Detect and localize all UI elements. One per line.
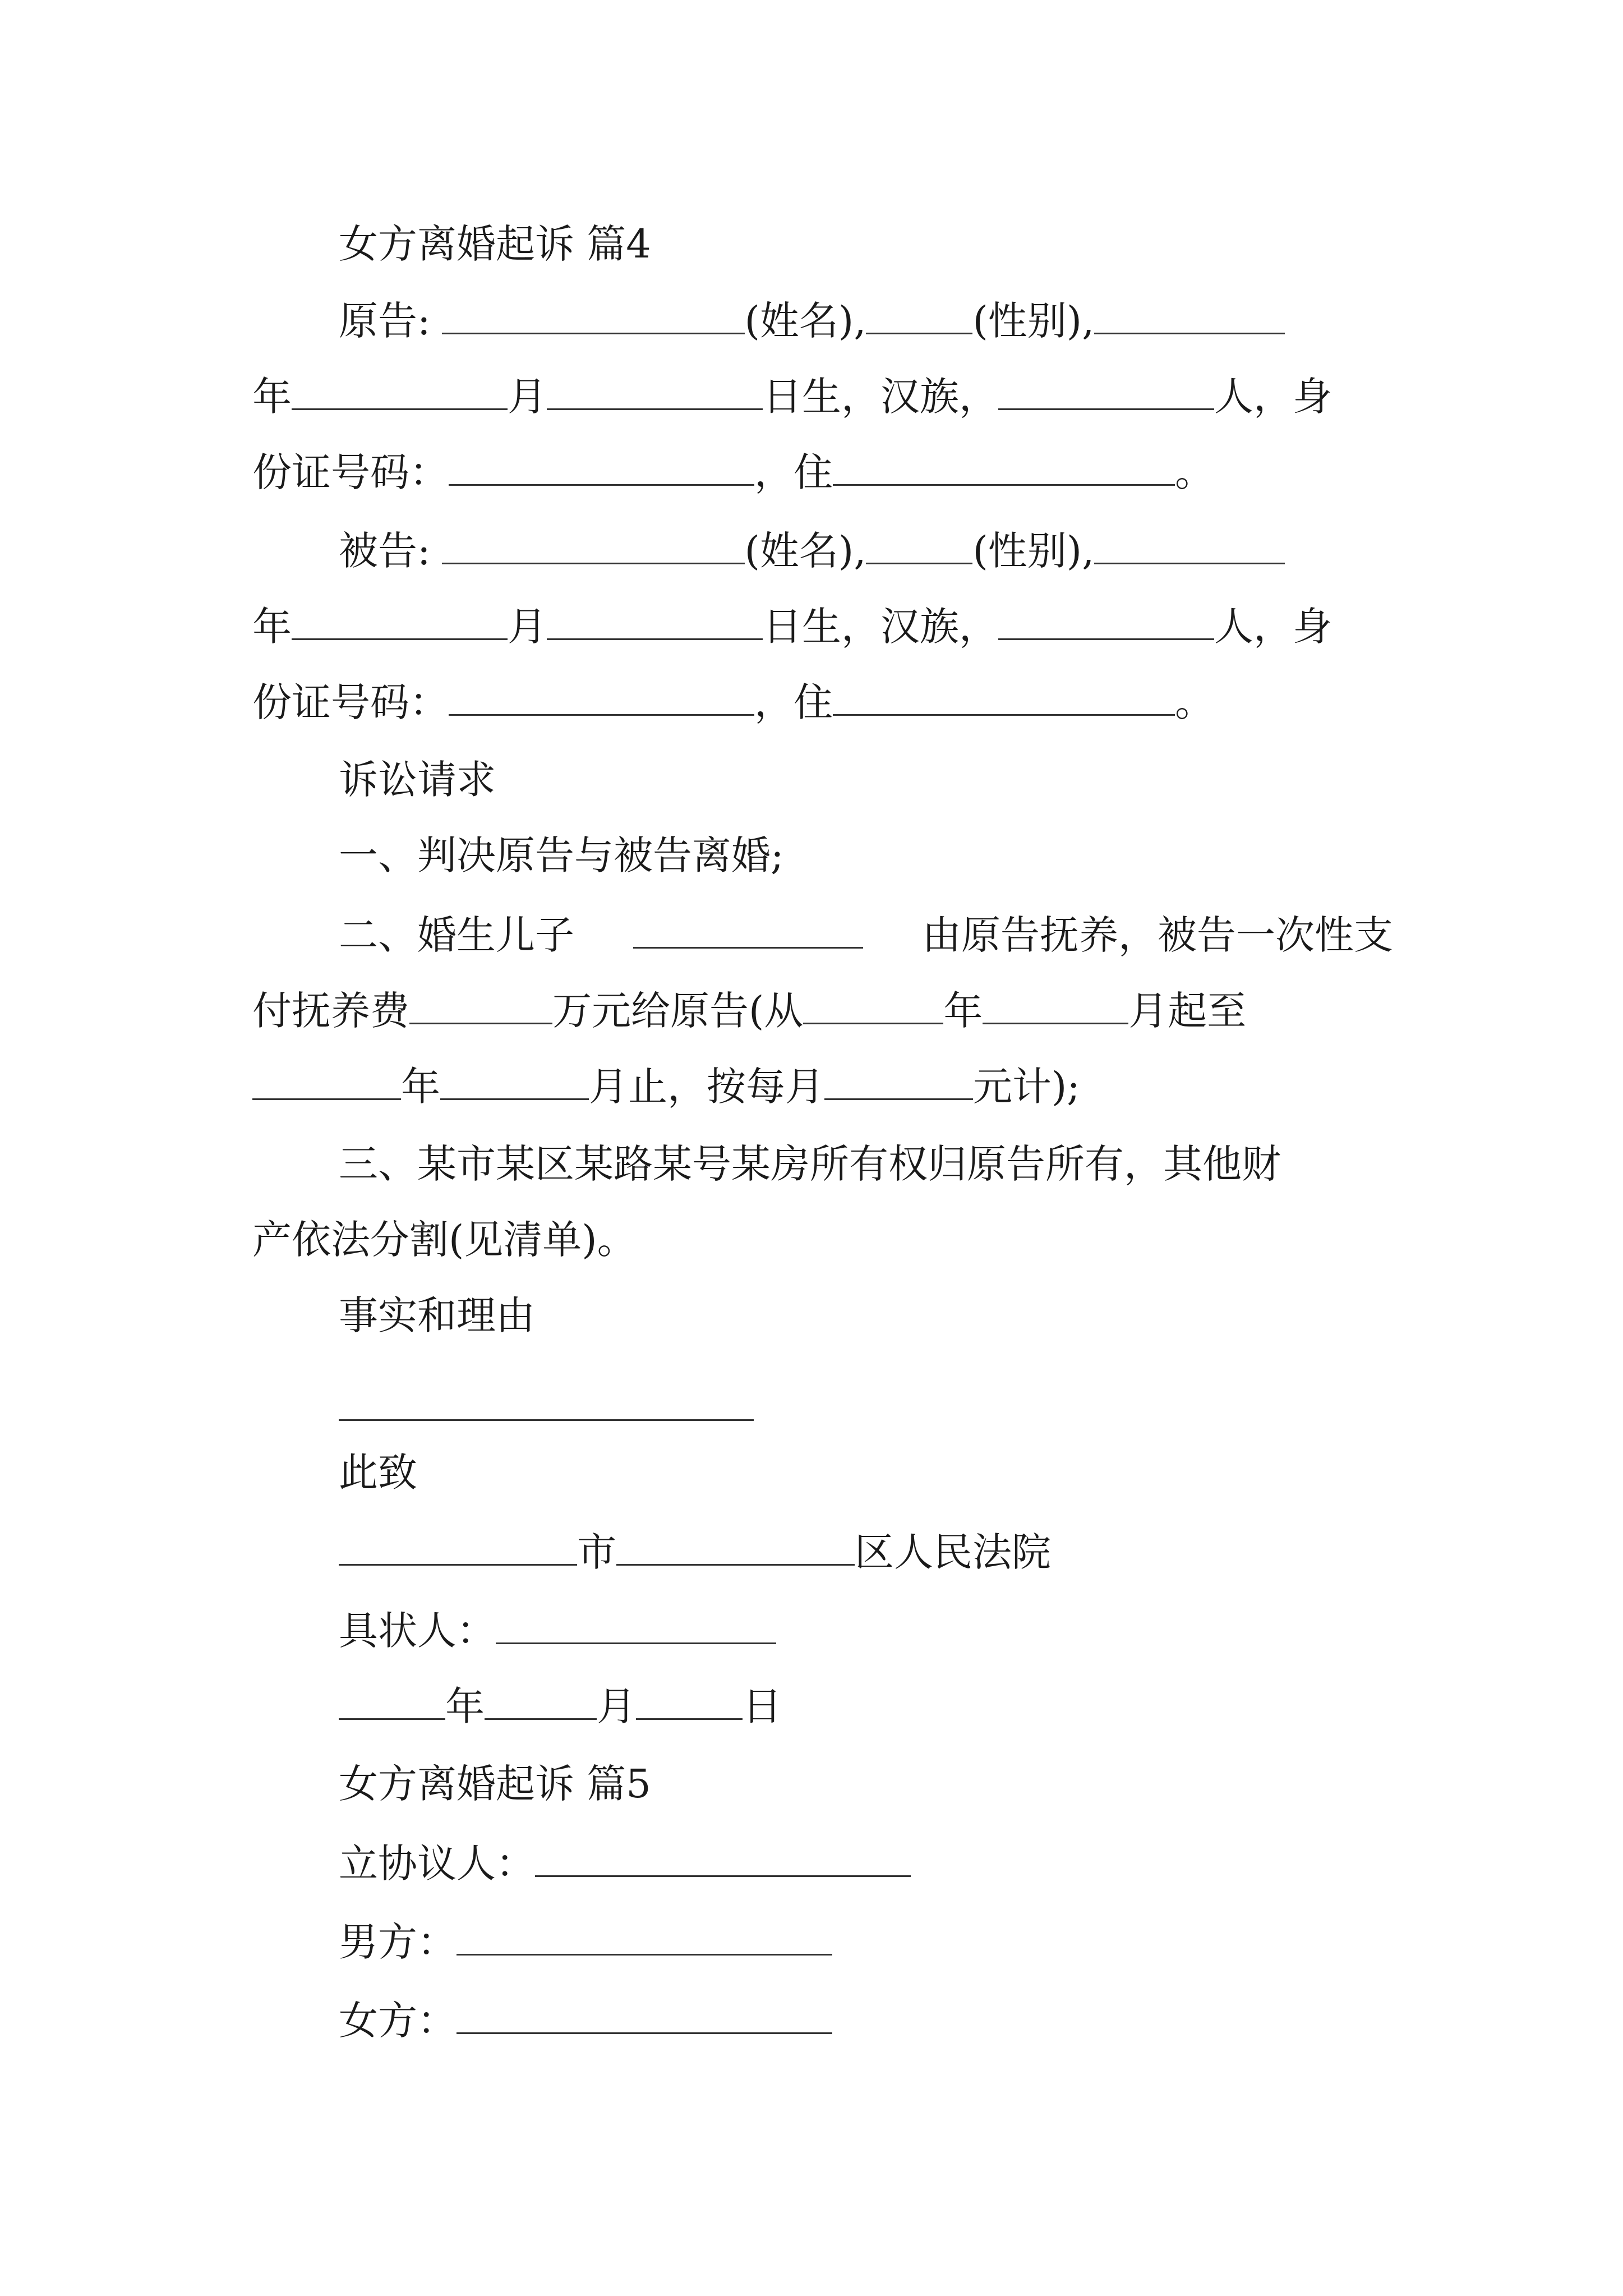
name-blank[interactable] xyxy=(442,300,745,334)
month-label: 月 xyxy=(508,604,547,650)
day-blank[interactable] xyxy=(547,376,763,410)
claim-2-line-3 xyxy=(252,1064,1080,1110)
plaintiff-label: 原告: xyxy=(339,298,431,344)
section-heading: 女方离婚起诉 篇4 xyxy=(339,221,651,267)
signer-line xyxy=(339,1608,776,1654)
hometown-blank[interactable] xyxy=(998,606,1214,640)
claim-2-line-2 xyxy=(252,988,1247,1034)
id-label: 份证号码： xyxy=(252,679,449,725)
city-label: 市 xyxy=(577,1529,616,1575)
parties-blank[interactable] xyxy=(535,1843,911,1877)
claim-3-line-2: 产依法分割(见清单)。 xyxy=(252,1217,637,1263)
claim-2-text-d: 万元给原告(从 xyxy=(552,988,804,1034)
city-blank[interactable] xyxy=(339,1531,577,1566)
year-blank[interactable] xyxy=(1094,300,1285,334)
from-year-blank[interactable] xyxy=(803,990,943,1024)
address-label: ，住 xyxy=(754,679,833,725)
claim-1: 一、判决原告与被告离婚; xyxy=(339,832,784,878)
date-month-blank[interactable] xyxy=(485,1686,597,1720)
year-label: 年 xyxy=(252,604,292,650)
defendant-line-2 xyxy=(252,604,1332,650)
born-text: 日生，汉族， xyxy=(763,604,998,650)
plaintiff-line-2 xyxy=(252,374,1332,420)
address-label: ，住 xyxy=(754,449,833,495)
salutation: 此致 xyxy=(339,1450,417,1496)
claim-2-text-i: 元计); xyxy=(973,1064,1080,1110)
signer-label: 具状人： xyxy=(339,1608,496,1654)
male-label: 男方： xyxy=(339,1919,457,1965)
district-blank[interactable] xyxy=(616,1531,855,1566)
from-month-blank[interactable] xyxy=(983,990,1128,1024)
date-day-blank[interactable] xyxy=(636,1686,743,1720)
name-blank[interactable] xyxy=(442,530,745,564)
month-label: 月 xyxy=(508,374,547,420)
sex-hint: (性别), xyxy=(972,528,1095,574)
signer-blank[interactable] xyxy=(496,1610,776,1644)
date-year-label: 年 xyxy=(445,1683,485,1729)
name-hint: (姓名), xyxy=(744,528,866,574)
son-name-blank[interactable] xyxy=(633,914,863,949)
address-blank[interactable] xyxy=(833,682,1175,716)
month-blank[interactable] xyxy=(292,376,508,410)
to-year-blank[interactable] xyxy=(252,1066,401,1100)
parties-line xyxy=(339,1841,911,1887)
claim-3-line-1: 三、某市某区某路某号某房所有权归原告所有，其他财 xyxy=(339,1141,1281,1187)
facts-blank[interactable] xyxy=(339,1419,754,1421)
period: 。 xyxy=(1175,449,1214,495)
id-blank[interactable] xyxy=(449,682,754,716)
claim-2-text-c: 付抚养费 xyxy=(252,988,409,1034)
claim-2-text-h: 月止，按每月 xyxy=(589,1064,824,1110)
to-month-blank[interactable] xyxy=(440,1066,589,1100)
date-day-label: 日 xyxy=(743,1683,782,1729)
id-label: 份证号码： xyxy=(252,449,449,495)
defendant-label: 被告: xyxy=(339,528,431,574)
claims-title: 诉讼请求 xyxy=(339,757,496,803)
born-text: 日生，汉族， xyxy=(763,374,998,420)
male-line xyxy=(339,1919,832,1965)
female-line xyxy=(339,1998,832,2044)
monthly-blank[interactable] xyxy=(824,1066,973,1100)
address-blank[interactable] xyxy=(833,452,1175,486)
plaintiff-line-1 xyxy=(339,298,1285,344)
amount-blank[interactable] xyxy=(409,990,552,1024)
claim-2-text-b: 由原告抚养，被告一次性支 xyxy=(922,912,1393,958)
claim-2-text-g: 年 xyxy=(401,1064,440,1110)
month-blank[interactable] xyxy=(292,606,508,640)
plaintiff-line-3 xyxy=(252,449,1214,495)
id-blank[interactable] xyxy=(449,452,754,486)
year-blank[interactable] xyxy=(1094,530,1285,564)
claim-2-line-1 xyxy=(339,912,1393,958)
sex-hint: (性别), xyxy=(972,298,1095,344)
claim-2-text-f: 月起至 xyxy=(1128,988,1247,1034)
date-line xyxy=(339,1683,782,1729)
date-year-blank[interactable] xyxy=(339,1686,445,1720)
defendant-line-3 xyxy=(252,679,1214,725)
male-blank[interactable] xyxy=(457,1921,832,1955)
female-label: 女方： xyxy=(339,1998,457,2044)
person-text: 人，身 xyxy=(1214,374,1332,420)
hometown-blank[interactable] xyxy=(998,376,1214,410)
female-blank[interactable] xyxy=(457,2000,832,2034)
facts-title: 事实和理由 xyxy=(339,1292,535,1338)
claim-2-text-a: 二、婚生儿子 xyxy=(339,912,574,958)
name-hint: (姓名), xyxy=(744,298,866,344)
period: 。 xyxy=(1175,679,1214,725)
sex-blank[interactable] xyxy=(866,530,972,564)
court-label: 区人民法院 xyxy=(855,1529,1051,1575)
claim-2-text-e: 年 xyxy=(943,988,983,1034)
person-text: 人，身 xyxy=(1214,604,1332,650)
date-month-label: 月 xyxy=(597,1683,636,1729)
parties-label: 立协议人： xyxy=(339,1841,535,1887)
sex-blank[interactable] xyxy=(866,300,972,334)
defendant-line-1 xyxy=(339,528,1285,574)
year-label: 年 xyxy=(252,374,292,420)
day-blank[interactable] xyxy=(547,606,763,640)
section-heading-5: 女方离婚起诉 篇5 xyxy=(339,1761,651,1807)
court-line xyxy=(339,1529,1051,1575)
